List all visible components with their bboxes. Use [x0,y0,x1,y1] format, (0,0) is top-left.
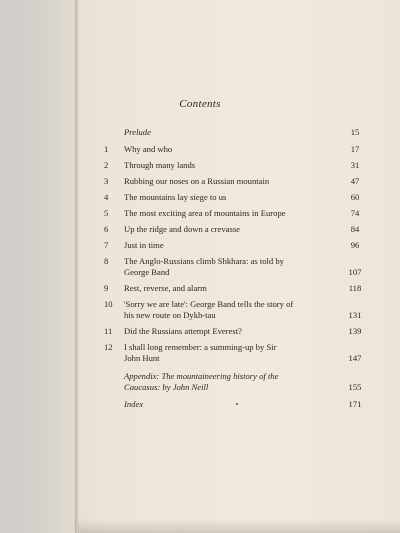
toc-page-number: 15 [350,127,360,137]
toc-entry-title: his new route on Dykh-tau [124,310,216,320]
toc-entry-title: Index [124,399,144,409]
toc-entry-title: Just in time [124,240,164,250]
toc-page-number: 47 [350,176,360,186]
toc-entry-title: Rest, reverse, and alarm [124,283,207,293]
toc-page-number: 74 [350,208,360,218]
chapter-number: 6 [104,224,109,234]
toc-entry-title: Prelude [124,127,151,137]
chapter-number: 11 [104,326,113,336]
toc-page-number: 147 [348,353,362,363]
toc-entry-title: The Anglo-Russians climb Shkhara: as told by [124,256,284,266]
chapter-number: 9 [104,283,109,293]
toc-page-number: 17 [350,144,360,154]
toc-entry-title: Rubbing our noses on a Russian mountain [124,176,270,186]
toc-entry-title: Did the Russians attempt Everest? [124,326,242,336]
toc-entry-title: Why and who [124,144,173,154]
toc-entry-title: The most exciting area of mountains in Europe [124,208,286,218]
toc-page-number: 118 [348,283,362,293]
toc-entry-title: Caucasus: by John Neill [124,382,209,392]
toc-page-number: 60 [350,192,360,202]
chapter-number: 4 [104,192,109,202]
contents-title: Contents [179,98,221,110]
chapter-number: 10 [104,299,113,309]
chapter-number: 5 [104,208,109,218]
toc-page-number: 107 [348,267,362,277]
chapter-number: 1 [104,144,109,154]
toc-page-number: 96 [350,240,360,250]
toc-page-number: 84 [350,224,360,234]
toc-entry-title: George Band [124,267,170,277]
ink-speck [236,403,238,405]
toc-page-number: 139 [348,326,362,336]
toc-entry-title: Up the ridge and down a crevasse [124,224,240,234]
toc-page-number: 171 [348,399,362,409]
toc-entry-title: 'Sorry we are late': George Band tells the story of [124,299,294,309]
chapter-number: 12 [104,342,113,352]
toc-page-number: 131 [348,310,362,320]
chapter-number: 7 [104,240,109,250]
toc-entry-title: Appendix: The mountaineering history of the [124,371,279,381]
toc-entry-title: The mountains lay siege to us [124,192,227,202]
toc-entry-title: John Hunt [124,353,160,363]
chapter-number: 3 [104,176,109,186]
toc-page-number: 155 [348,382,362,392]
chapter-number: 2 [104,160,109,170]
toc-page-number: 31 [350,160,360,170]
chapter-number: 8 [104,256,109,266]
toc-entry-title: I shall long remember: a summing-up by Sir [124,342,277,352]
toc-entry-title: Through many lands [124,160,196,170]
